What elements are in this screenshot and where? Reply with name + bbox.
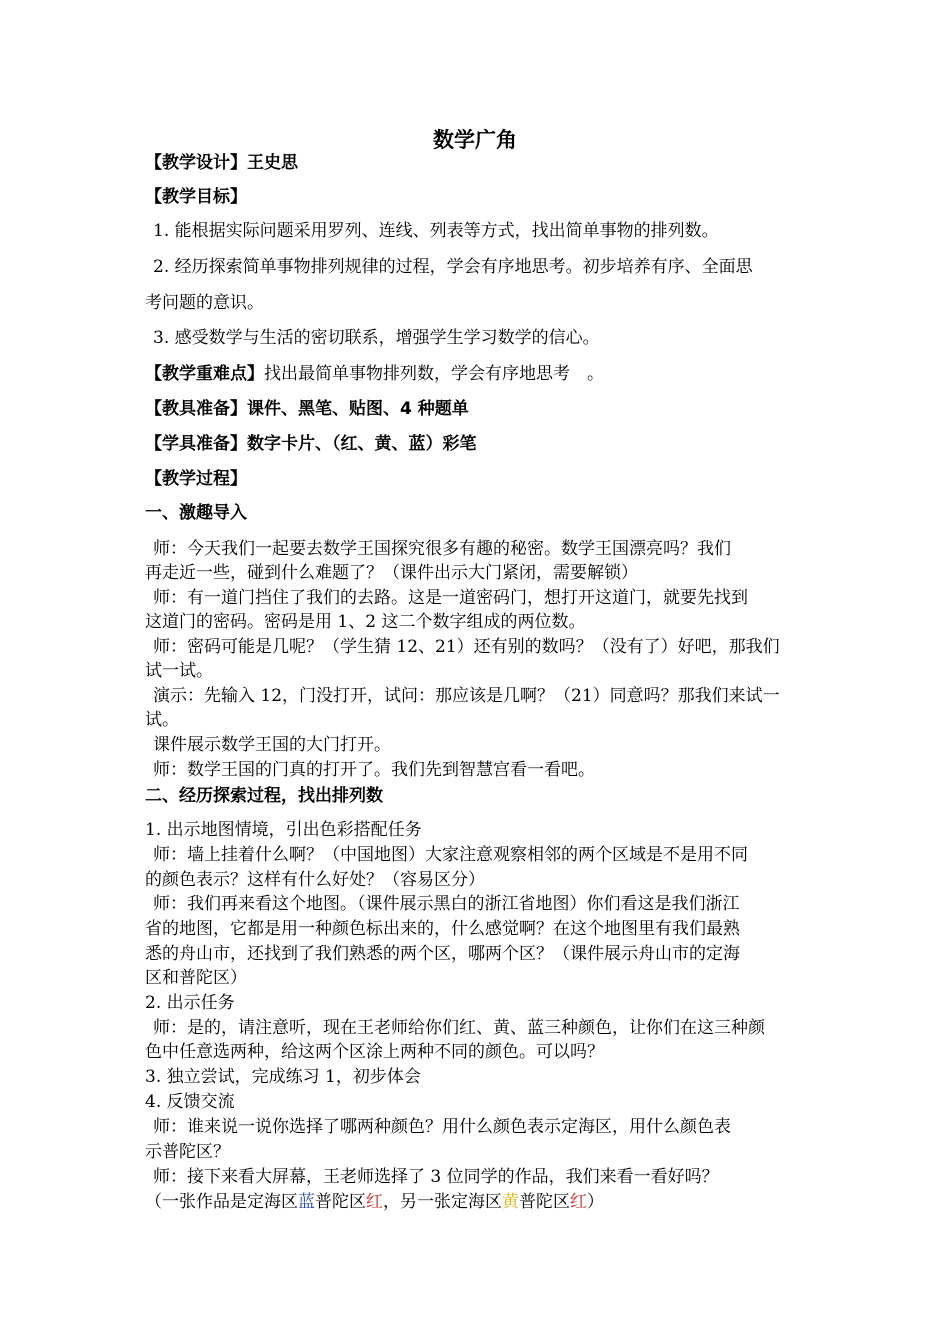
paragraph-line: 区和普陀区） — [145, 968, 247, 988]
line-text: 普陀区 — [315, 1192, 366, 1212]
color-word-blue: 蓝 — [298, 1192, 315, 1212]
color-word-red: 红 — [366, 1192, 383, 1212]
design-line: 【教学设计】王史思 — [145, 153, 298, 173]
paragraph-line: 师：墙上挂着什么啊？（中国地图）大家注意观察相邻的两个区域是不是用不同 — [153, 845, 748, 865]
paragraph-line: 演示：先输入 12，门没打开，试问：那应该是几啊？（21）同意吗？那我们来试一 — [153, 686, 780, 706]
paragraph-line: 的颜色表示？这样有什么好处？（容易区分） — [145, 870, 485, 890]
paragraph-line: 试。 — [145, 710, 179, 730]
section2-heading: 二、经历探索过程，找出排列数 — [145, 786, 383, 806]
keypoint-line — [145, 362, 815, 386]
student-tools-line: 【学具准备】数字卡片、（红、黄、蓝）彩笔 — [145, 434, 477, 454]
paragraph-line: 师：今天我们一起要去数学王国探究很多有趣的秘密。数学王国漂亮吗？我们 — [153, 539, 731, 559]
line-text: ） — [587, 1192, 604, 1212]
paragraph-line: 师：是的，请注意听，现在王老师给你们红、黄、蓝三种颜色，让你们在这三种颜 — [153, 1018, 765, 1038]
paragraph-line: 再走近一些，碰到什么难题了？（课件出示大门紧闭，需要解锁） — [145, 563, 638, 583]
goals-heading: 【教学目标】 — [145, 187, 247, 207]
goal-line: 考问题的意识。 — [145, 293, 264, 313]
page-title: 数学广角 — [433, 128, 517, 152]
goal-line: 3. 感受数学与生活的密切联系，增强学生学习数学的信心。 — [153, 328, 600, 348]
color-word-red: 红 — [570, 1192, 587, 1212]
line-text: 普陀区 — [519, 1192, 570, 1212]
colored-example-line — [145, 1190, 815, 1214]
paragraph-line: 色中任意选两种，给这两个区涂上两种不同的颜色。可以吗？ — [145, 1042, 604, 1062]
paragraph-line: 悉的舟山市，还找到了我们熟悉的两个区，哪两个区？（课件展示舟山市的定海 — [145, 944, 740, 964]
line-text: ，另一张定海区 — [383, 1192, 502, 1212]
line-text: （一张作品是定海区 — [145, 1192, 298, 1212]
paragraph-line: 师：接下来看大屏幕，王老师选择了 3 位同学的作品，我们来看一看好吗？ — [153, 1167, 719, 1187]
keypoint-text: 找出最简单事物排列数，学会有序地思考 。 — [264, 364, 604, 384]
goal-line: 1. 能根据实际问题采用罗列、连线、列表等方式，找出简单事物的排列数。 — [153, 221, 719, 241]
section1-heading: 一、激趣导入 — [145, 503, 247, 523]
paragraph-line: 这道门的密码。密码是用 1、2 这二个数字组成的两位数。 — [145, 612, 586, 632]
paragraph-line: 课件展示数学王国的大门打开。 — [153, 735, 391, 755]
tools-line: 【教具准备】课件、黑笔、贴图、4 种题单 — [145, 399, 469, 419]
paragraph-line: 省的地图，它都是用一种颜色标出来的，什么感觉啊？在这个地图里有我们最熟 — [145, 919, 740, 939]
paragraph-line: 1. 出示地图情境，引出色彩搭配任务 — [145, 820, 422, 840]
goal-line: 2. 经历探索简单事物排列规律的过程，学会有序地思考。初步培养有序、全面思 — [153, 257, 753, 277]
keypoint-label: 【教学重难点】 — [145, 364, 264, 384]
paragraph-line: 师：我们再来看这个地图。（课件展示黑白的浙江省地图）你们看这是我们浙江 — [153, 894, 740, 914]
paragraph-line: 师：数学王国的门真的打开了。我们先到智慧宫看一看吧。 — [153, 760, 595, 780]
paragraph-line: 2. 出示任务 — [145, 993, 235, 1013]
paragraph-line: 师：有一道门挡住了我们的去路。这是一道密码门，想打开这道门，就要先找到 — [153, 588, 748, 608]
paragraph-line: 师：密码可能是几呢？（学生猜 12、21）还有别的数吗？（没有了）好吧，那我们 — [153, 637, 780, 657]
paragraph-line: 3. 独立尝试，完成练习 1，初步体会 — [145, 1067, 421, 1087]
paragraph-line: 师：谁来说一说你选择了哪两种颜色？用什么颜色表示定海区，用什么颜色表 — [153, 1117, 731, 1137]
paragraph-line: 示普陀区？ — [145, 1142, 230, 1162]
process-heading: 【教学过程】 — [145, 469, 247, 489]
paragraph-line: 试一试。 — [145, 661, 213, 681]
color-word-yellow: 黄 — [502, 1192, 519, 1212]
paragraph-line: 4. 反馈交流 — [145, 1092, 235, 1112]
